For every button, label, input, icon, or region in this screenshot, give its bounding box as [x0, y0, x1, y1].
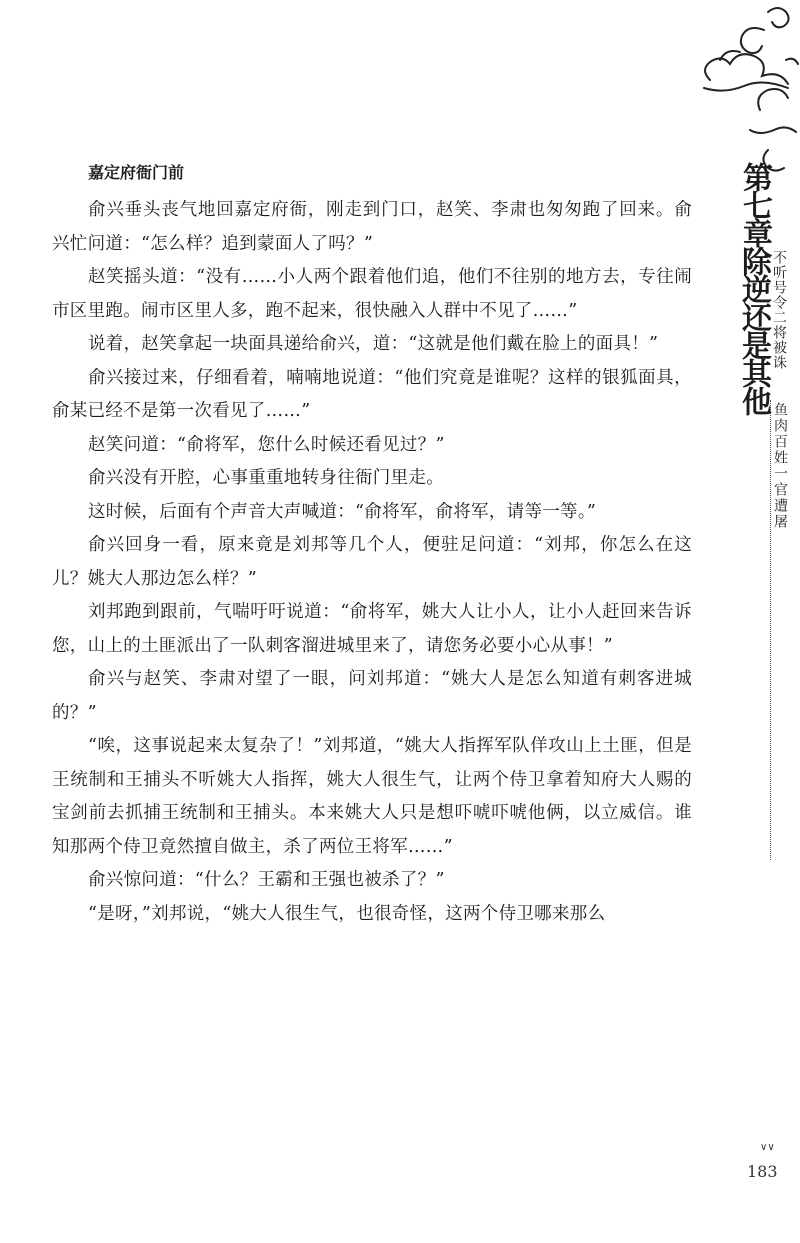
paragraph: 俞兴垂头丧气地回嘉定府衙，刚走到门口，赵笑、李肃也匆匆跑了回来。俞兴忙问道：“怎么样？追到蒙面人了吗？”	[52, 200, 692, 254]
paragraph: 俞兴没有开腔，心事重重地转身往衙门里走。	[88, 468, 444, 488]
section-heading: 嘉定府衙门前	[88, 163, 185, 182]
paragraph: “是呀，”刘邦说，“姚大人很生气，也很奇怪，这两个侍卫哪来那么	[88, 903, 606, 924]
paragraph: 说着，赵笑拿起一块面具递给俞兴，道：“这就是他们戴在脸上的面具！”	[88, 334, 659, 354]
paragraph: 俞兴与赵笑、李肃对望了一眼，问刘邦道：“姚大人是怎么知道有刺客进城的？”	[52, 669, 692, 723]
chapter-subtitle-1: 不听号令二将被诛	[771, 250, 787, 370]
paragraph: 赵笑摇头道：“没有……小人两个跟着他们追，他们不往别的地方去，专往闹市区里跑。闹市区里人多，跑不起来，很快融入人群中不见了……”	[52, 267, 692, 321]
paragraph: 俞兴接过来，仔细看着，喃喃地说道：“他们究竟是谁呢？这样的银狐面具，俞某已经不是第一次看见了……”	[52, 367, 692, 421]
chapter-number: 第七章	[737, 162, 772, 246]
paragraph: 俞兴回身一看，原来竟是刘邦等几个人，便驻足问道：“刘邦，你怎么在这儿？姚大人那边怎么样？”	[52, 535, 692, 589]
paragraph: 刘邦跑到跟前，气喘吁吁说道：“俞将军，姚大人让小人，让小人赶回来告诉您，山上的土匪派出了一队刺客溜进城里来了，请您务必要小心从事！”	[52, 602, 692, 656]
paragraph: 俞兴惊问道：“什么？王霸和王强也被杀了？”	[88, 870, 445, 890]
paragraph: 这时候，后面有个声音大声喊道：“俞将军，俞将军，请等一等。”	[88, 501, 597, 522]
sidebar-divider	[770, 400, 771, 860]
page-number: 183	[747, 1162, 778, 1181]
main-text-column	[52, 158, 692, 931]
paragraph: 赵笑问道：“俞将军，您什么时候还看见过？”	[88, 434, 445, 455]
paragraph: “唉，这事说起来太复杂了！”刘邦道，“姚大人指挥军队佯攻山上土匪，但是王统制和王捕头不听姚大人指挥，姚大人很生气，让两个侍卫拿着知府大人赐的宝剑前去抓捕王统制和王捕头。本来姚大人只是想吓唬吓唬他俩，以立威信。谁知那两个侍卫竟然擅自做主，杀了两位王将军……”	[52, 736, 692, 857]
page-marker-arrows: ∨∨	[760, 1142, 775, 1153]
chapter-subtitle-2: 鱼肉百姓一官遭屠	[772, 402, 788, 530]
chapter-title: 除逆还是其他	[736, 246, 771, 414]
